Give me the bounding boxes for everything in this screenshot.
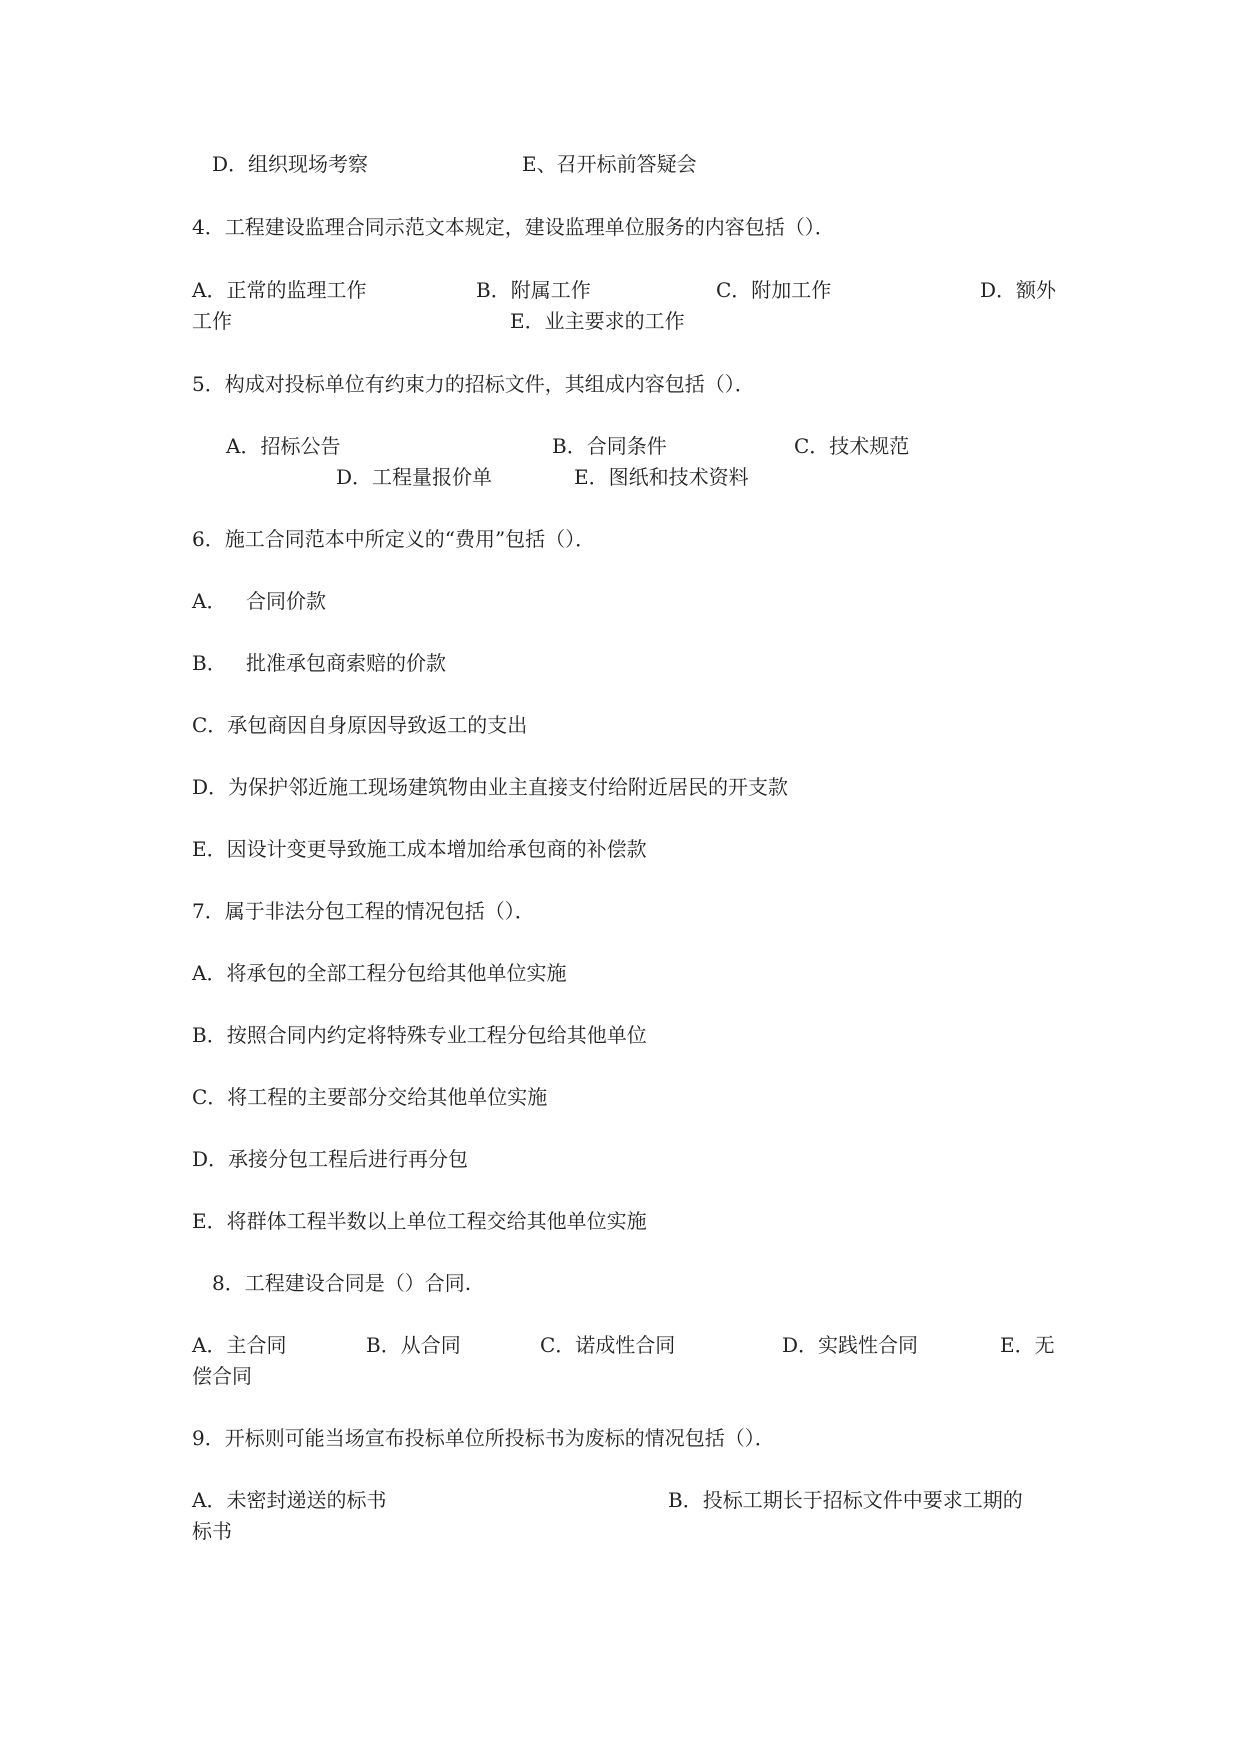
q7-stem: 7．属于非法分包工程的情况包括（）． xyxy=(192,899,535,923)
q9-stem: 9．开标则可能当场宣布投标单位所投标书为废标的情况包括（）． xyxy=(192,1426,775,1450)
q8-option-b: B．从合同 xyxy=(366,1333,461,1357)
q7-option-a: A．将承包的全部工程分包给其他单位实施 xyxy=(192,961,567,985)
q7-option-c: C．将工程的主要部分交给其他单位实施 xyxy=(192,1085,548,1109)
q6-option-a-letter: A． xyxy=(192,589,227,613)
q4-option-c: C．附加工作 xyxy=(716,278,832,302)
q4-option-a: A．正常的监理工作 xyxy=(192,278,367,302)
q4-option-b: B．附属工作 xyxy=(476,278,591,302)
q8-stem: 8．工程建设合同是（）合同. xyxy=(212,1271,472,1295)
q4-option-d-end: 工作 xyxy=(192,309,232,333)
q9-option-b-start: B．投标工期长于招标文件中要求工期的 xyxy=(668,1488,1023,1512)
q5-option-e: E．图纸和技术资料 xyxy=(574,465,749,489)
q8-option-e-end: 偿合同 xyxy=(192,1364,252,1388)
q3-option-d: D．组织现场考察 xyxy=(212,152,369,176)
q8-option-e-start: E．无 xyxy=(1000,1333,1055,1357)
q6-stem: 6．施工合同范本中所定义的“费用”包括（）． xyxy=(192,527,596,551)
q6-option-c: C．承包商因自身原因导致返工的支出 xyxy=(192,713,528,737)
q7-option-b: B．按照合同内约定将特殊专业工程分包给其他单位 xyxy=(192,1023,647,1047)
q6-option-b-letter: B． xyxy=(192,651,227,675)
q3-option-e: E、召开标前答疑会 xyxy=(522,152,697,176)
q4-option-e: E．业主要求的工作 xyxy=(510,309,685,333)
q9-option-a: A．未密封递送的标书 xyxy=(192,1488,387,1512)
q9-option-b-end: 标书 xyxy=(192,1519,232,1543)
q8-option-d: D．实践性合同 xyxy=(782,1333,919,1357)
q5-option-c: C．技术规范 xyxy=(794,434,910,458)
q5-option-d: D．工程量报价单 xyxy=(336,465,493,489)
q6-option-d: D．为保护邻近施工现场建筑物由业主直接支付给附近居民的开支款 xyxy=(192,775,789,799)
q6-option-b-text: 批准承包商索赔的价款 xyxy=(246,651,446,675)
q5-option-a: A．招标公告 xyxy=(226,434,341,458)
q4-option-d-start: D．额外 xyxy=(980,278,1057,302)
q7-option-e: E．将群体工程半数以上单位工程交给其他单位实施 xyxy=(192,1209,647,1233)
q5-option-b: B．合同条件 xyxy=(552,434,667,458)
q6-option-a-text: 合同价款 xyxy=(246,589,326,613)
q8-option-c: C．诺成性合同 xyxy=(540,1333,676,1357)
q6-option-e: E．因设计变更导致施工成本增加给承包商的补偿款 xyxy=(192,837,647,861)
q4-stem: 4．工程建设监理合同示范文本规定，建设监理单位服务的内容包括（）． xyxy=(192,215,835,239)
q8-option-a: A．主合同 xyxy=(192,1333,287,1357)
q5-stem: 5．构成对投标单位有约束力的招标文件，其组成内容包括（）． xyxy=(192,372,755,396)
q7-option-d: D．承接分包工程后进行再分包 xyxy=(192,1147,469,1171)
